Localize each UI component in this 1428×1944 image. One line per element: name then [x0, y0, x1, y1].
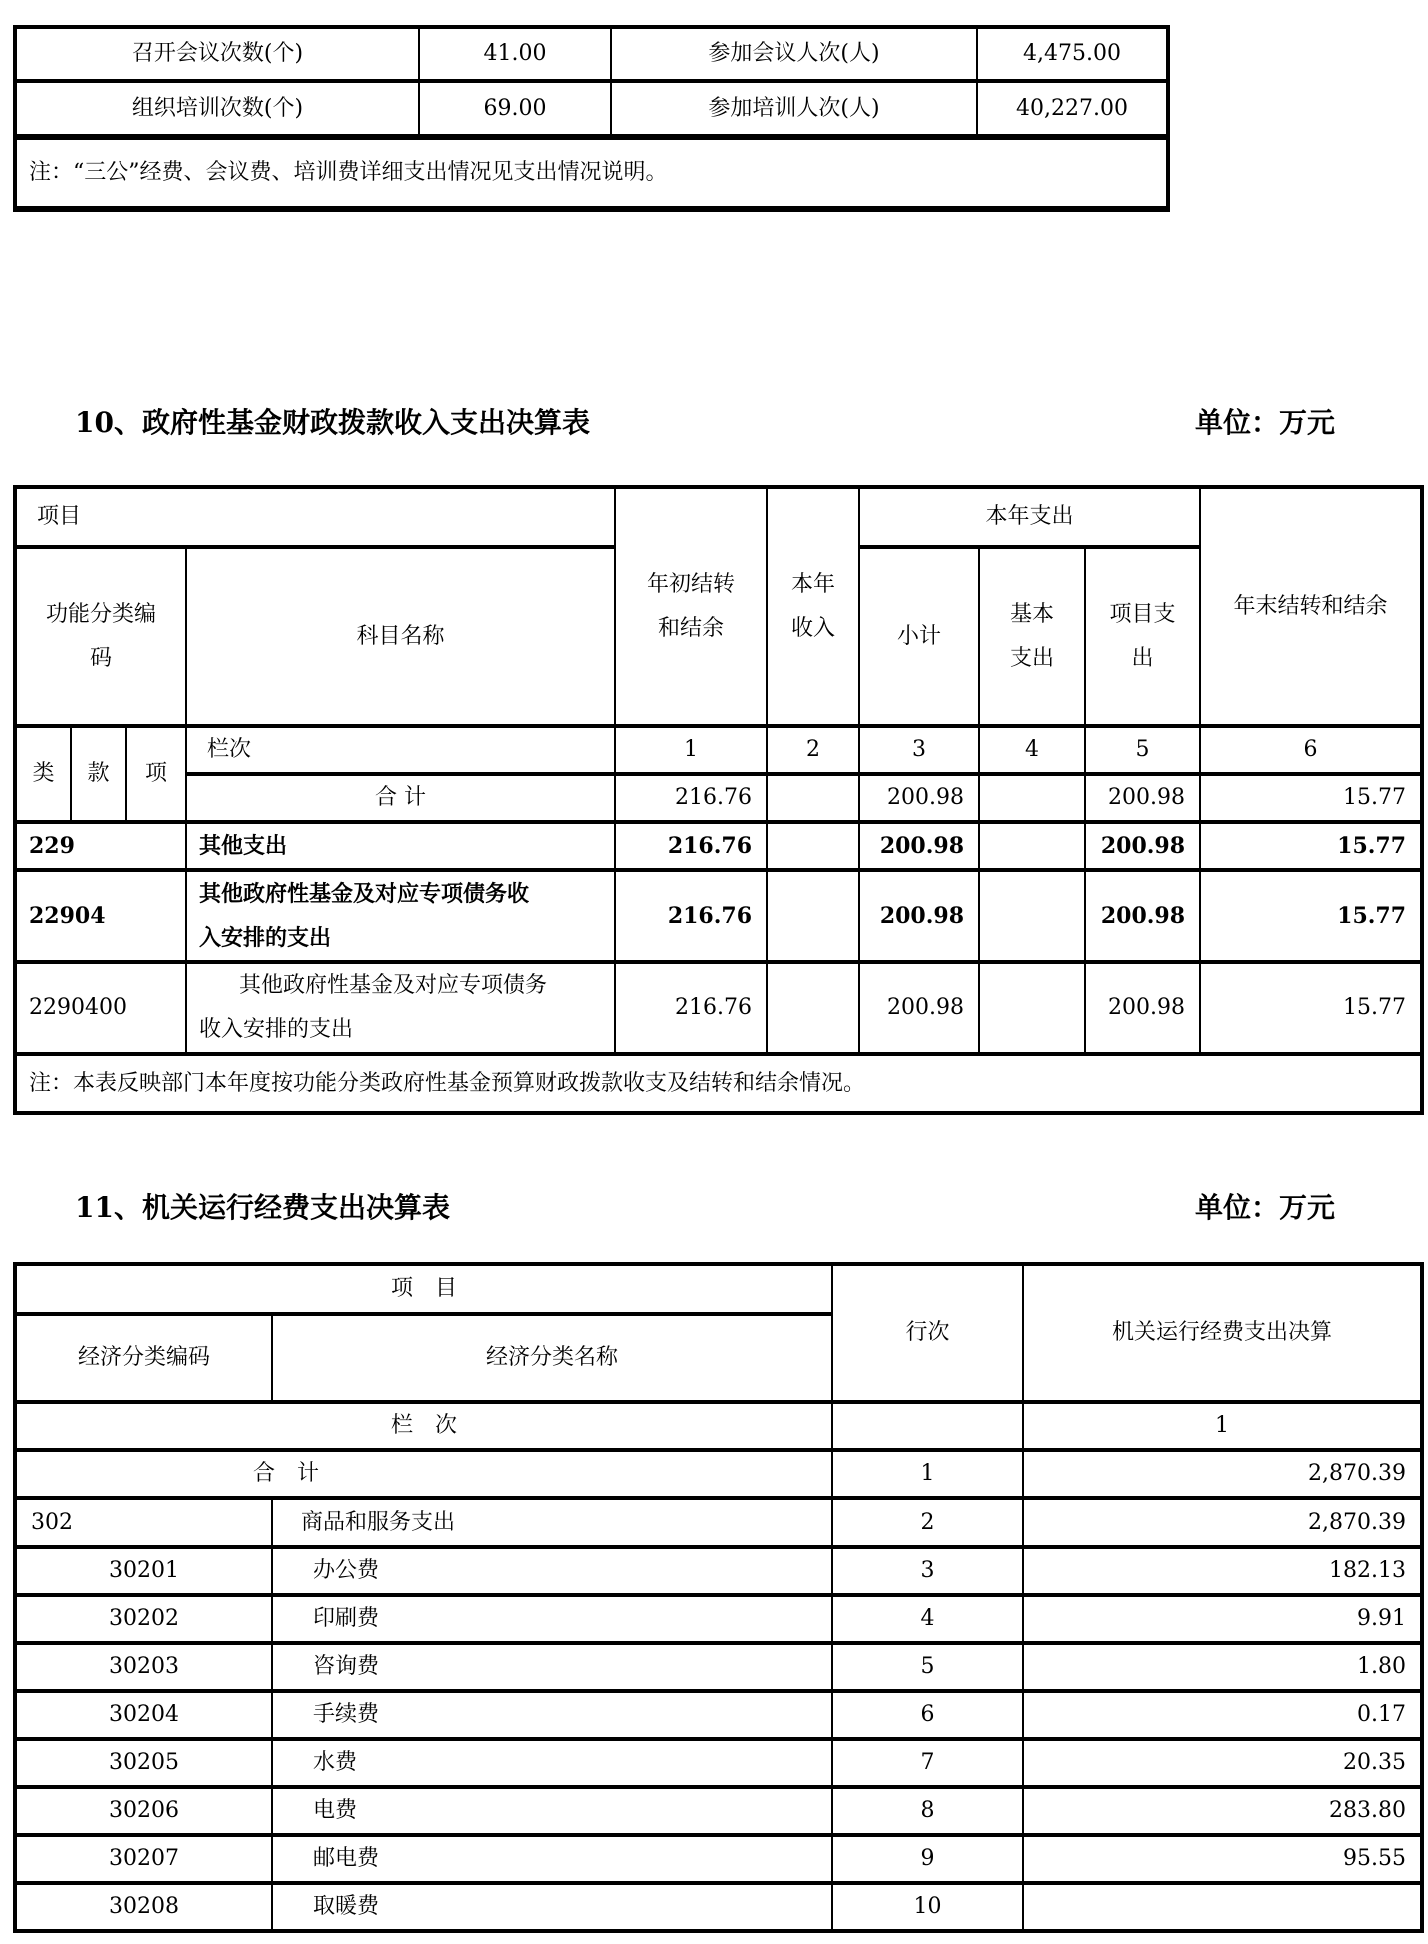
t10-2290400-v6: 15.77 [1200, 962, 1422, 1054]
table10-row-22904 [15, 870, 1422, 962]
t10-2290400-v2 [767, 962, 859, 1054]
table11-row-30205 [15, 1739, 1422, 1787]
t11-total-value: 2,870.39 [1023, 1450, 1422, 1498]
t10-total-v2 [767, 774, 859, 822]
table11-row-30208 [15, 1883, 1422, 1931]
t11-name-30202: 印刷费 [272, 1595, 832, 1643]
t10-total-v3: 200.98 [859, 774, 979, 822]
t11-code-30201: 30201 [15, 1547, 272, 1595]
t10-header-begin-balance: 年初结转和结余 [615, 487, 767, 726]
trainings-count-label: 组织培训次数(个) [15, 81, 419, 137]
t11-value-30201: 182.13 [1023, 1547, 1422, 1595]
t11-header-row-no: 行次 [832, 1264, 1023, 1402]
t11-rowno-30204: 6 [832, 1691, 1023, 1739]
table10-row-229 [15, 822, 1422, 870]
t11-rowno-30203: 5 [832, 1643, 1023, 1691]
training-attendees-value: 40,227.00 [977, 81, 1168, 137]
t10-header-project-expense: 项目支出 [1085, 547, 1200, 726]
table10-total-row [15, 774, 1422, 822]
t10-colno-2: 2 [767, 726, 859, 774]
table10-title: 10、政府性基金财政拨款收入支出决算表 [75, 406, 590, 439]
t10-name-2290400: 其他政府性基金及对应专项债务收入安排的支出 [186, 962, 615, 1054]
table11-row-30207 [15, 1835, 1422, 1883]
table11-row-30201 [15, 1547, 1422, 1595]
t10-header-subject-name: 科目名称 [186, 547, 615, 726]
t11-rowno-30205: 7 [832, 1739, 1023, 1787]
meetings-count-value: 41.00 [419, 27, 611, 81]
t11-code-30203: 30203 [15, 1643, 272, 1691]
t11-header-value-col: 机关运行经费支出决算 [1023, 1264, 1422, 1402]
t10-lanci-label: 栏次 [186, 726, 615, 774]
t10-header-project: 项目 [15, 487, 615, 547]
t11-rowno-302: 2 [832, 1498, 1023, 1547]
table-row [15, 137, 1168, 209]
t11-rowno-30202: 4 [832, 1595, 1023, 1643]
t10-229-v2 [767, 822, 859, 870]
t11-name-30201: 办公费 [272, 1547, 832, 1595]
t10-2290400-v4 [979, 962, 1085, 1054]
meeting-attendees-value: 4,475.00 [977, 27, 1168, 81]
t11-lanci-rowno-cell [832, 1402, 1023, 1450]
t10-subcol-class: 类 [15, 726, 71, 822]
table11-row-30204 [15, 1691, 1422, 1739]
meetings-count-label: 召开会议次数(个) [15, 27, 419, 81]
t11-lanci-label: 栏 次 [15, 1402, 832, 1450]
t10-code-229: 229 [15, 822, 186, 870]
table10-header-row-1 [15, 487, 1422, 547]
t10-colno-5: 5 [1085, 726, 1200, 774]
t10-header-basic-expense: 基本支出 [979, 547, 1085, 726]
t10-22904-v2 [767, 870, 859, 962]
t10-229-v4 [979, 822, 1085, 870]
t10-header-subtotal: 小计 [859, 547, 979, 726]
summary-table [13, 25, 1170, 212]
t11-code-30208: 30208 [15, 1883, 272, 1931]
t10-229-v1: 216.76 [615, 822, 767, 870]
t11-name-30203: 咨询费 [272, 1643, 832, 1691]
table10 [13, 485, 1424, 1115]
t10-header-func-code: 功能分类编码 [15, 547, 186, 726]
t10-total-v5: 200.98 [1085, 774, 1200, 822]
t11-header-econ-name: 经济分类名称 [272, 1314, 832, 1402]
t10-colno-4: 4 [979, 726, 1085, 774]
t10-name-22904: 其他政府性基金及对应专项债务收入安排的支出 [186, 870, 615, 962]
t10-note: 注：本表反映部门本年度按功能分类政府性基金预算财政拨款收支及结转和结余情况。 [15, 1054, 1422, 1113]
table11-row-30206 [15, 1787, 1422, 1835]
t11-colno-1: 1 [1023, 1402, 1422, 1450]
t10-code-2290400: 2290400 [15, 962, 186, 1054]
t11-value-30204: 0.17 [1023, 1691, 1422, 1739]
t10-22904-v5: 200.98 [1085, 870, 1200, 962]
t10-2290400-v5: 200.98 [1085, 962, 1200, 1054]
table11-total-row [15, 1450, 1422, 1498]
t11-value-30206: 283.80 [1023, 1787, 1422, 1835]
t10-22904-v4 [979, 870, 1085, 962]
t11-name-30208: 取暖费 [272, 1883, 832, 1931]
t11-name-302: 商品和服务支出 [272, 1498, 832, 1547]
table11-row-302 [15, 1498, 1422, 1547]
t10-header-year-expense: 本年支出 [859, 487, 1200, 547]
t10-colno-6: 6 [1200, 726, 1422, 774]
t11-name-30206: 电费 [272, 1787, 832, 1835]
t11-name-30205: 水费 [272, 1739, 832, 1787]
t10-2290400-v1: 216.76 [615, 962, 767, 1054]
t10-22904-v1: 216.76 [615, 870, 767, 962]
t10-total-v6: 15.77 [1200, 774, 1422, 822]
t10-total-v4 [979, 774, 1085, 822]
table11-title: 11、机关运行经费支出决算表 [75, 1191, 450, 1224]
table-row [15, 27, 1168, 81]
table11-row-30203 [15, 1643, 1422, 1691]
t11-code-302: 302 [15, 1498, 272, 1547]
t11-rowno-30206: 8 [832, 1787, 1023, 1835]
t10-subcol-item: 项 [126, 726, 186, 822]
t11-value-30202: 9.91 [1023, 1595, 1422, 1643]
table-row [15, 81, 1168, 137]
t11-value-30205: 20.35 [1023, 1739, 1422, 1787]
t11-rowno-30208: 10 [832, 1883, 1023, 1931]
t11-total-rowno: 1 [832, 1450, 1023, 1498]
training-attendees-label: 参加培训人次(人) [611, 81, 977, 137]
t10-2290400-v3: 200.98 [859, 962, 979, 1054]
table11-unit-label: 单位：万元 [1195, 1191, 1336, 1224]
table10-row-2290400 [15, 962, 1422, 1054]
table11-colno-row [15, 1402, 1422, 1450]
t10-colno-3: 3 [859, 726, 979, 774]
t10-22904-v3: 200.98 [859, 870, 979, 962]
t10-229-v5: 200.98 [1085, 822, 1200, 870]
t11-total-label: 合 计 [15, 1450, 832, 1498]
t10-colno-1: 1 [615, 726, 767, 774]
t10-229-v3: 200.98 [859, 822, 979, 870]
t11-name-30204: 手续费 [272, 1691, 832, 1739]
t11-code-30207: 30207 [15, 1835, 272, 1883]
table10-note-row [15, 1054, 1422, 1113]
table10-unit-label: 单位：万元 [1195, 406, 1336, 439]
t10-total-label: 合 计 [186, 774, 615, 822]
t11-header-econ-code: 经济分类编码 [15, 1314, 272, 1402]
t10-name-229: 其他支出 [186, 822, 615, 870]
t10-22904-v6: 15.77 [1200, 870, 1422, 962]
t11-value-30207: 95.55 [1023, 1835, 1422, 1883]
summary-note: 注：“三公”经费、会议费、培训费详细支出情况见支出情况说明。 [15, 137, 1168, 209]
t10-header-end-balance: 年末结转和结余 [1200, 487, 1422, 726]
t11-value-30203: 1.80 [1023, 1643, 1422, 1691]
meeting-attendees-label: 参加会议人次(人) [611, 27, 977, 81]
t10-code-22904: 22904 [15, 870, 186, 962]
table11-header-row-1 [15, 1264, 1422, 1314]
table10-colno-row [15, 726, 1422, 774]
t10-header-year-income: 本年收入 [767, 487, 859, 726]
table11 [13, 1262, 1424, 1933]
t10-229-v6: 15.77 [1200, 822, 1422, 870]
t11-code-30205: 30205 [15, 1739, 272, 1787]
t11-rowno-30207: 9 [832, 1835, 1023, 1883]
table11-row-30202 [15, 1595, 1422, 1643]
t10-subcol-section: 款 [71, 726, 126, 822]
t11-code-30206: 30206 [15, 1787, 272, 1835]
t11-code-30202: 30202 [15, 1595, 272, 1643]
t11-value-302: 2,870.39 [1023, 1498, 1422, 1547]
t11-rowno-30201: 3 [832, 1547, 1023, 1595]
t11-header-project: 项 目 [15, 1264, 832, 1314]
t10-total-v1: 216.76 [615, 774, 767, 822]
t11-value-30208 [1023, 1883, 1422, 1931]
t11-name-30207: 邮电费 [272, 1835, 832, 1883]
trainings-count-value: 69.00 [419, 81, 611, 137]
t11-code-30204: 30204 [15, 1691, 272, 1739]
